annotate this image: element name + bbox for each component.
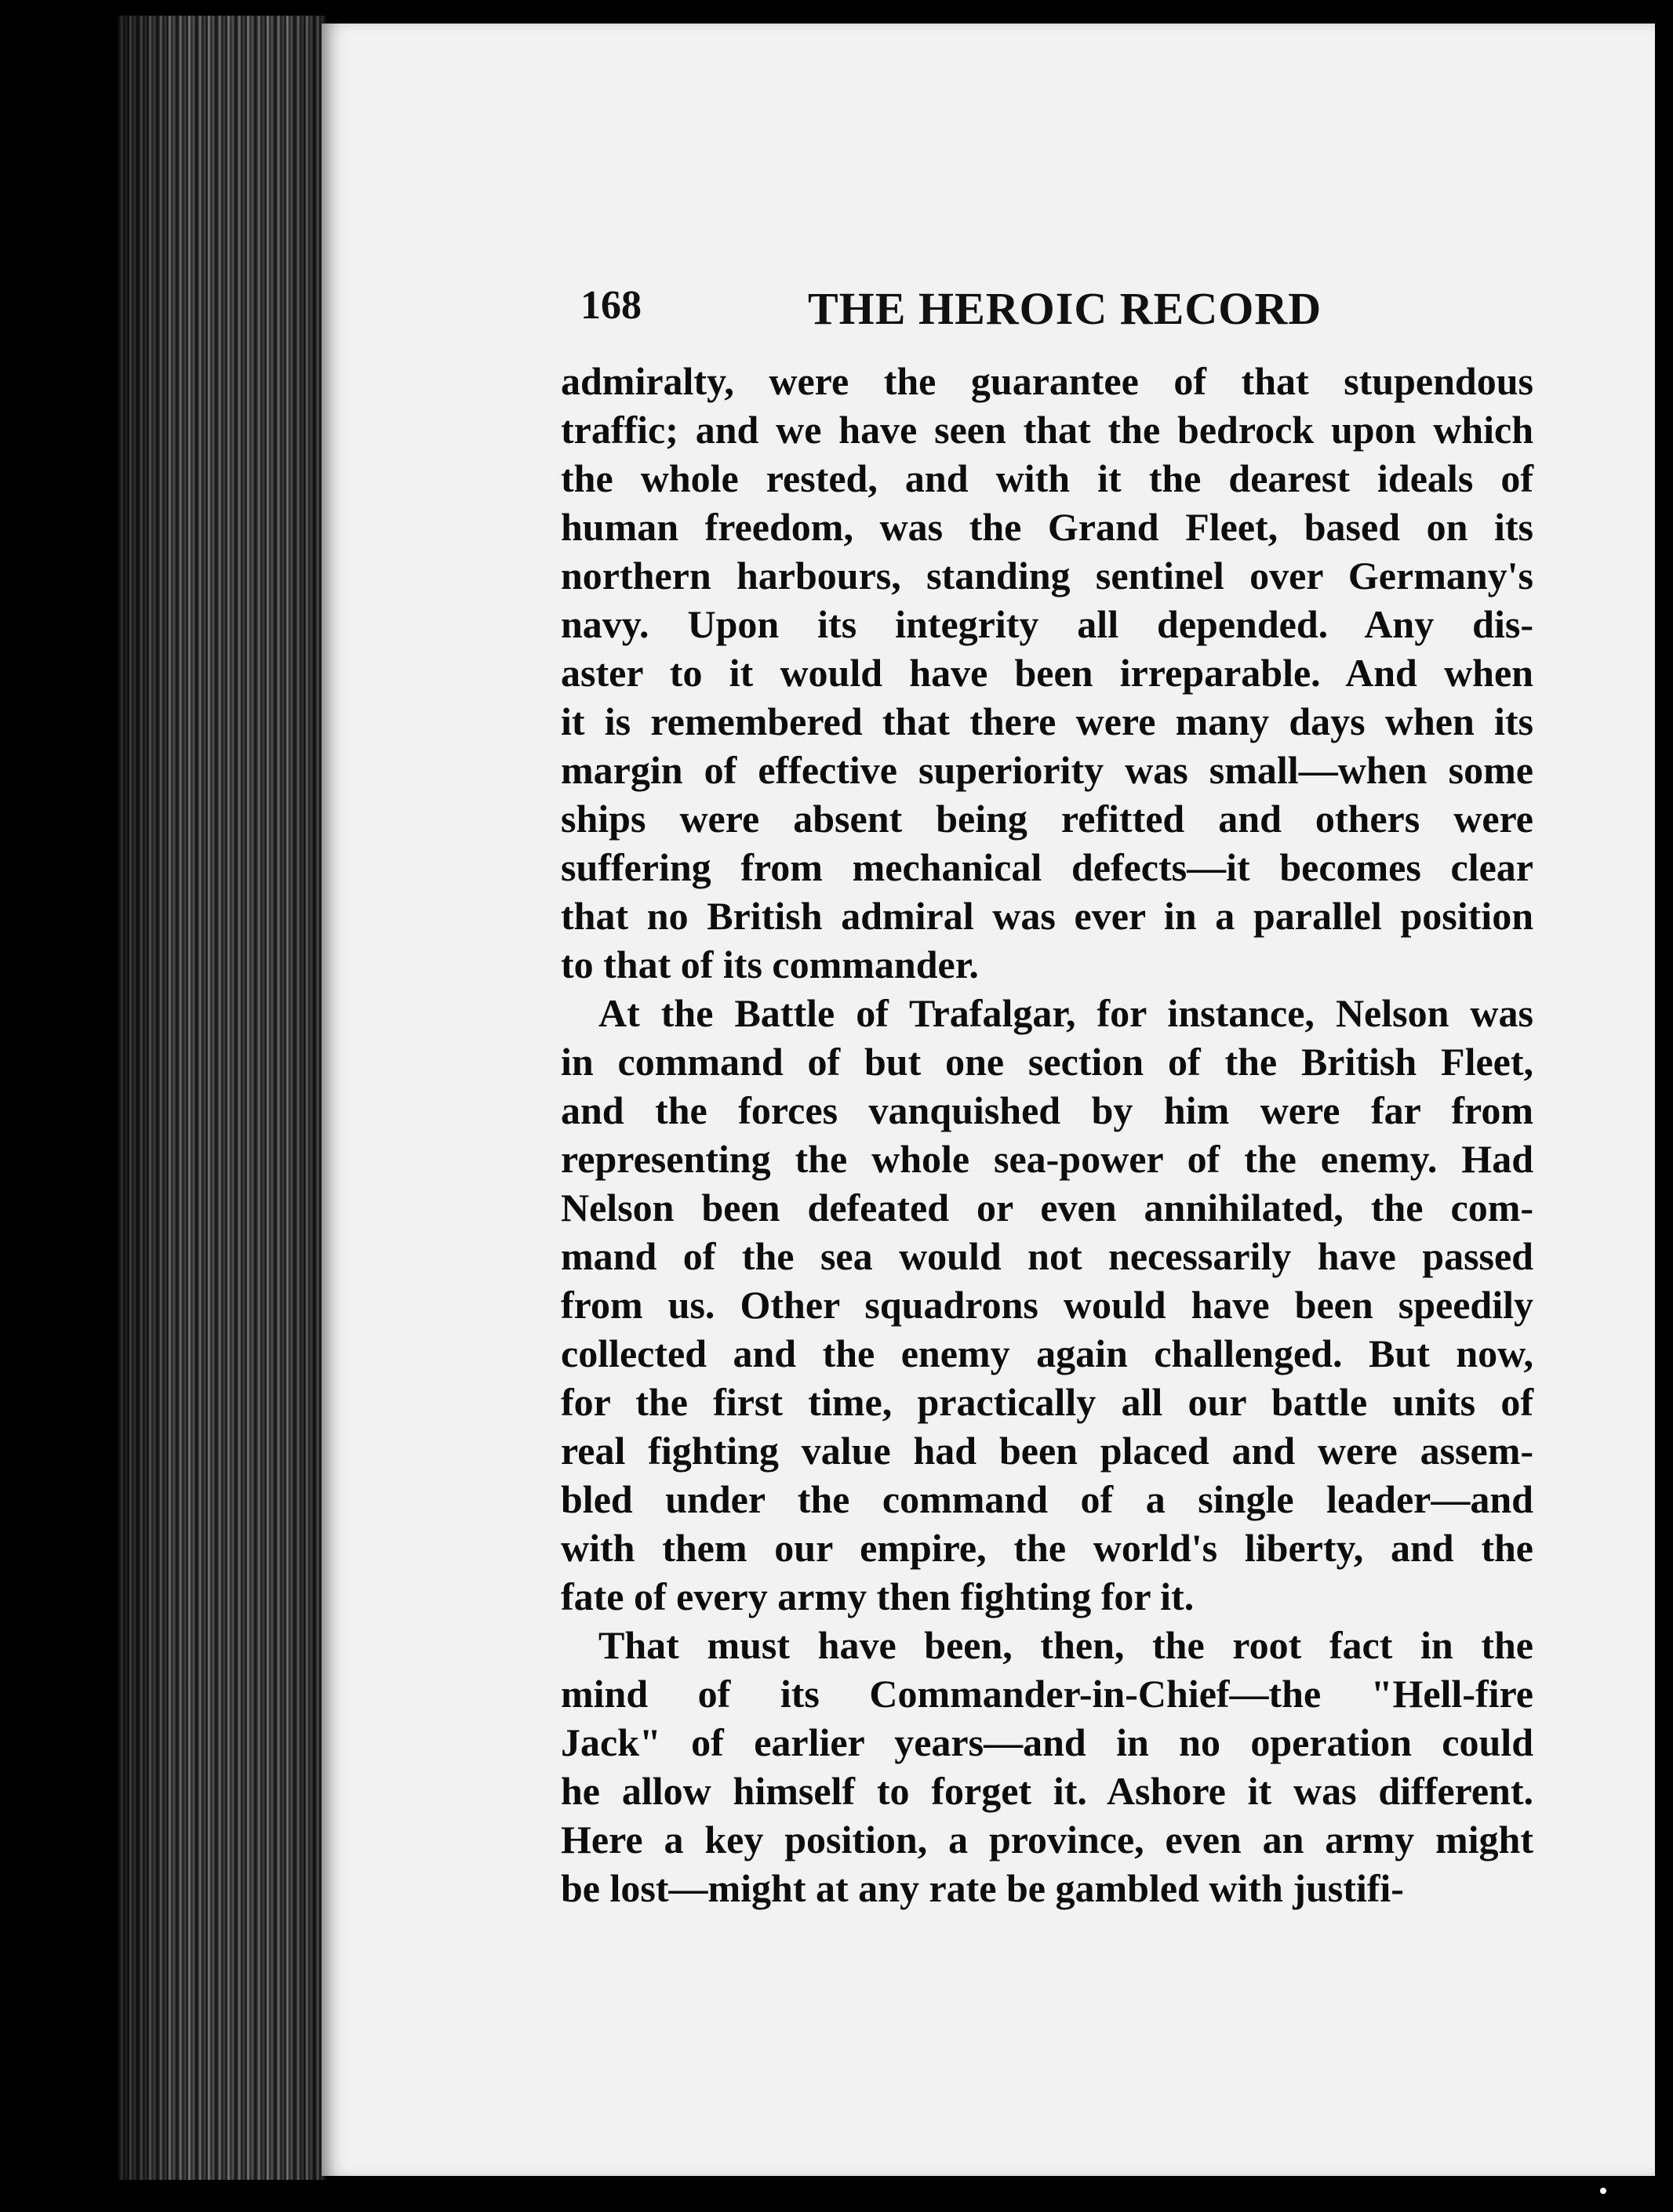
running-header [580, 259, 1616, 345]
text-line: mand of the sea would not necessarily have passed [561, 1234, 1533, 1278]
running-title: THE HEROIC RECORD [808, 283, 1322, 334]
text-line: suffering from mechanical defects—it becomes clear [561, 845, 1533, 889]
text-line: That must have been, then, the root fact in the [598, 1623, 1533, 1667]
text-line: it is remembered that there were many days when its [561, 699, 1533, 743]
text-line: At the Battle of Trafalgar, for instance, Nelson was [598, 991, 1533, 1035]
text-line: and the forces vanquished by him were far from [561, 1088, 1533, 1132]
text-line: the whole rested, and with it the dearest ideals of [561, 456, 1533, 500]
text-line: in command of but one section of the British Fleet, [561, 1040, 1533, 1084]
text-line: traffic; and we have seen that the bedrock upon which [561, 408, 1533, 452]
text-line: bled under the command of a single leader—and [561, 1477, 1533, 1521]
paragraph [561, 357, 1533, 989]
text-line: be lost—might at any rate be gambled with justifi- [561, 1866, 1404, 1910]
text-line: margin of effective superiority was small—when some [561, 748, 1533, 792]
text-line: that no British admiral was ever in a parallel position [561, 894, 1533, 938]
text-line: ships were absent being refitted and others were [561, 797, 1533, 841]
book-page [322, 24, 1655, 2176]
text-line: navy. Upon its integrity all depended. Any dis- [561, 602, 1533, 646]
body-text [561, 357, 1533, 1912]
text-line: he allow himself to forget it. Ashore it was different. [561, 1769, 1533, 1813]
text-line: real fighting value had been placed and were assem- [561, 1429, 1533, 1473]
text-line: Here a key position, a province, even an army might [561, 1818, 1533, 1861]
scan-speck [1600, 2188, 1606, 2194]
text-line: with them our empire, the world's liberty, and the [561, 1526, 1533, 1570]
text-line: northern harbours, standing sentinel over Germany's [561, 554, 1533, 597]
text-line: representing the whole sea-power of the enemy. Had [561, 1137, 1533, 1181]
text-line: from us. Other squadrons would have been speedily [561, 1283, 1533, 1327]
text-line: fate of every army then fighting for it. [561, 1575, 1195, 1618]
text-line: Jack" of earlier years—and in no operation could [561, 1720, 1533, 1764]
text-line: mind of its Commander-in-Chief—the "Hell-fire [561, 1672, 1533, 1716]
paragraph [561, 989, 1533, 1621]
text-line: aster to it would have been irreparable. And when [561, 651, 1533, 695]
paragraph [561, 1621, 1533, 1912]
page-number: 168 [580, 283, 642, 328]
text-line: Nelson been defeated or even annihilated, the com- [561, 1186, 1533, 1229]
text-line: human freedom, was the Grand Fleet, based on its [561, 505, 1533, 549]
text-line: admiralty, were the guarantee of that stupendous [561, 359, 1533, 403]
text-line: collected and the enemy again challenged. But now, [561, 1331, 1533, 1375]
book-page-edges [118, 16, 326, 2180]
text-line: to that of its commander. [561, 943, 979, 986]
text-line: for the first time, practically all our battle units of [561, 1380, 1533, 1424]
